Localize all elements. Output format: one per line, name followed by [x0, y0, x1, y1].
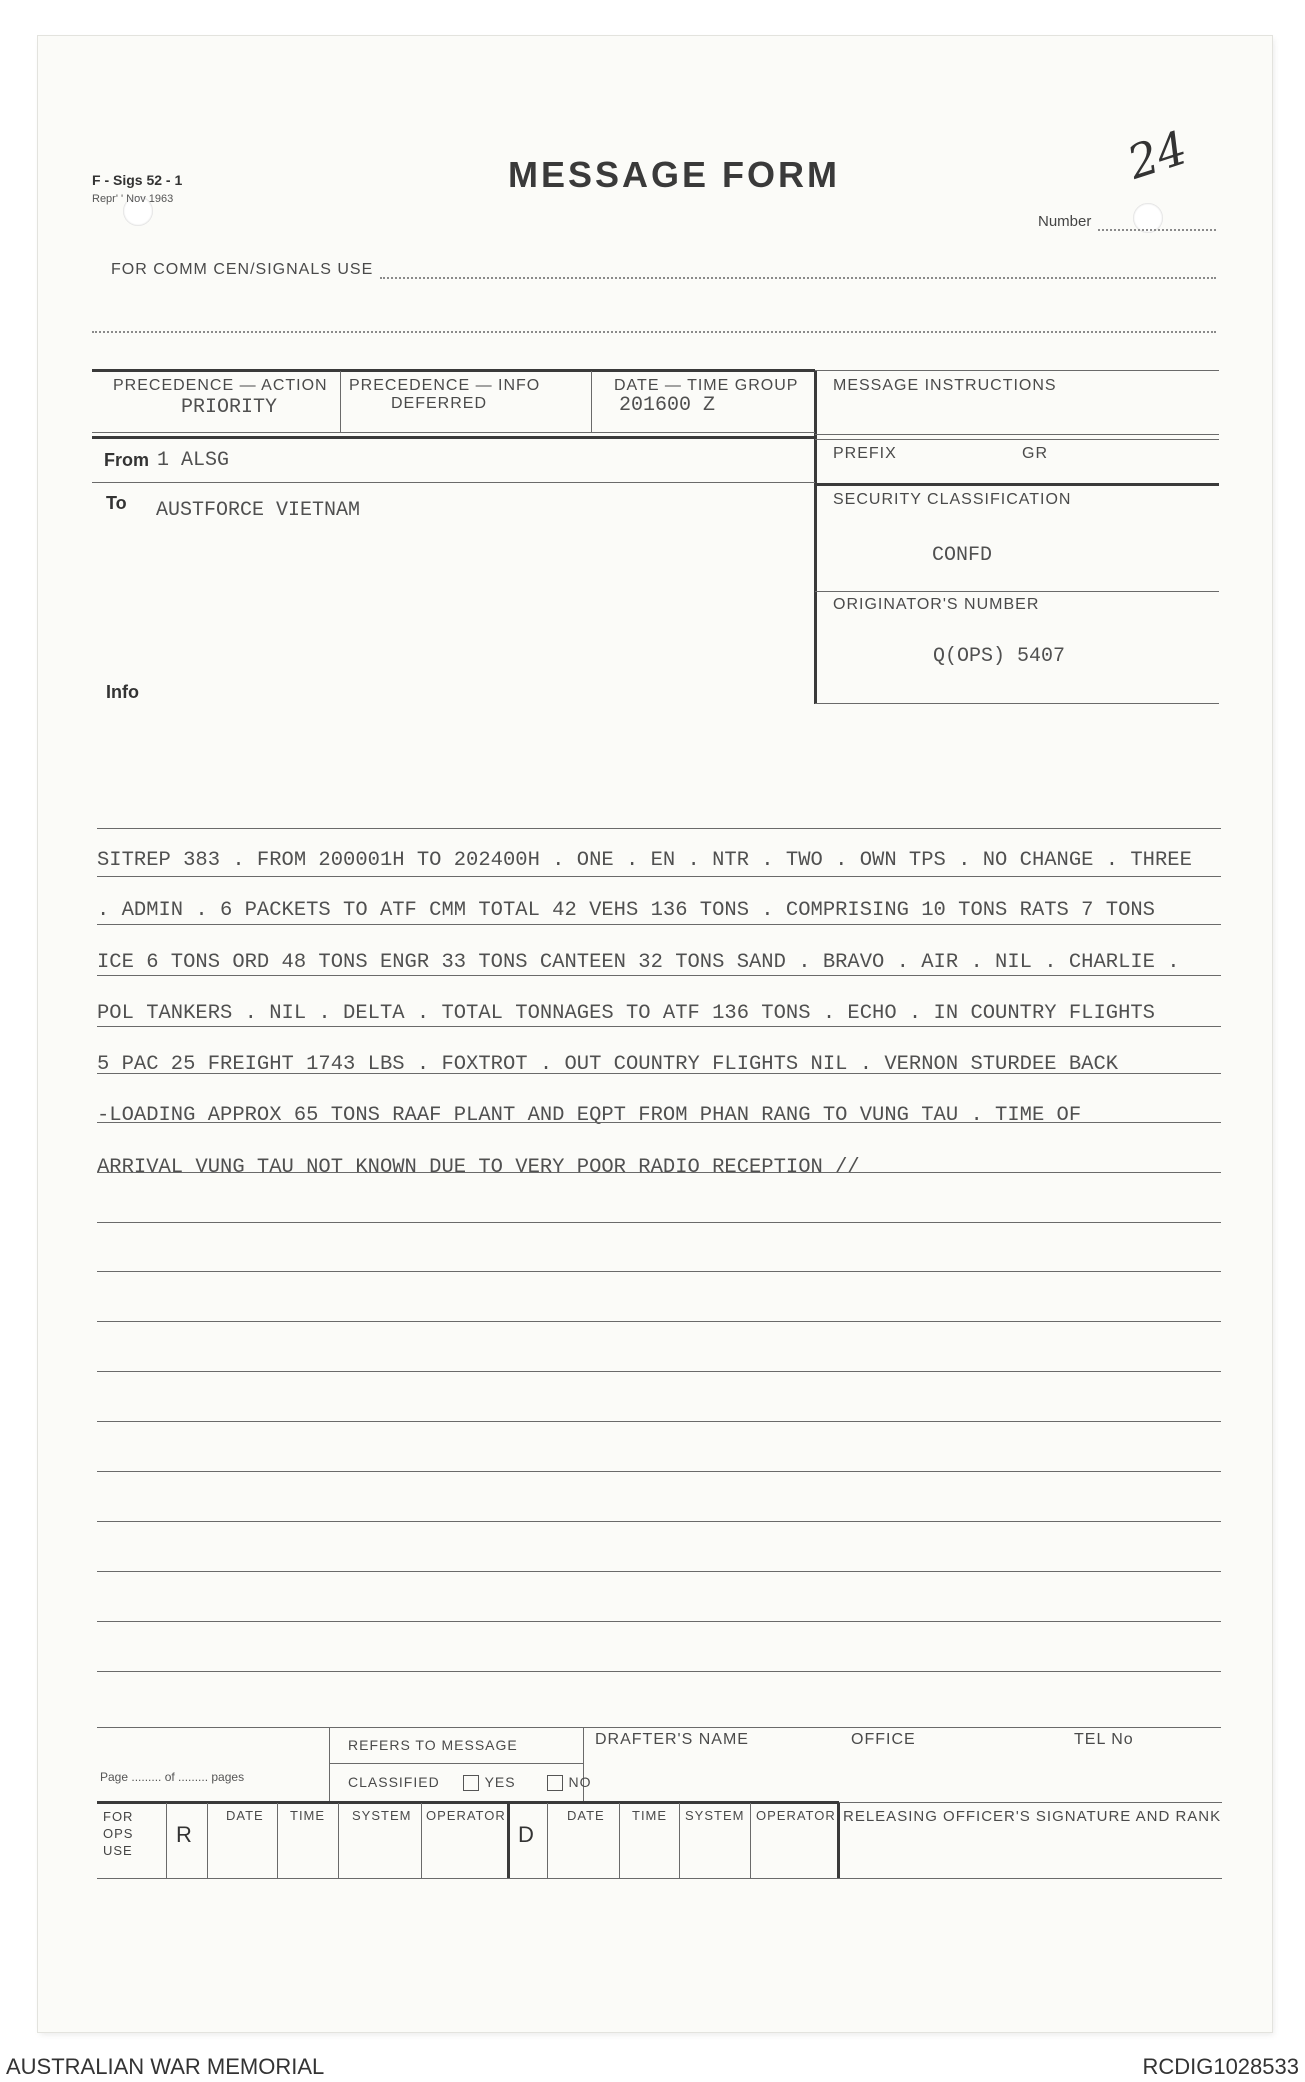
text-rule [97, 1471, 1221, 1472]
rule [591, 371, 592, 432]
date-label: DATE [226, 1808, 264, 1823]
system-label-2: SYSTEM [685, 1808, 745, 1823]
rule [619, 1803, 620, 1878]
message-line: ICE 6 TONS ORD 48 TONS ENGR 33 TONS CANTEEN 32 TONS SAND . BRAVO . AIR . NIL . CHARLIE . [97, 951, 1180, 974]
text-rule [97, 1521, 1221, 1522]
rule [815, 703, 1219, 704]
text-rule [97, 1571, 1221, 1572]
info-label: Info [106, 682, 139, 702]
rule [547, 1803, 548, 1878]
for-ops-use-label: FOR OPS USE [103, 1809, 134, 1858]
time-label-2: TIME [632, 1808, 668, 1823]
classified-row [348, 1774, 592, 1791]
prec-info-label: PRECEDENCE — INFO [349, 377, 541, 394]
rule [815, 591, 1219, 592]
handwritten-number: 24 [1121, 120, 1194, 190]
security-value: CONFD [932, 544, 993, 567]
rule [815, 483, 1219, 486]
rule [338, 1803, 339, 1878]
number-label: Number [1038, 213, 1092, 230]
gr-label: GR [1022, 445, 1048, 462]
rule [329, 1763, 583, 1764]
text-rule [97, 1122, 1221, 1123]
text-rule [97, 1621, 1221, 1622]
rule [97, 1878, 1222, 1879]
originator-value: Q(OPS) 5407 [933, 645, 1066, 668]
prec-info-value: DEFERRED [391, 395, 488, 412]
page-count-text: Page ......... of ......... pages [100, 1770, 245, 1784]
footer-left: AUSTRALIAN WAR MEMORIAL [6, 2054, 325, 2079]
text-rule [97, 1321, 1221, 1322]
comm-cen-line-1 [380, 277, 1216, 279]
dtg-label: DATE — TIME GROUP [614, 377, 799, 394]
prefix-label: PREFIX [833, 445, 897, 462]
rule [92, 436, 815, 439]
r-label: R [176, 1822, 192, 1847]
form-code: F - Sigs 52 - 1 [92, 172, 183, 188]
operator-label: OPERATOR [426, 1808, 506, 1823]
message-line: 5 PAC 25 FREIGHT 1743 LBS . FOXTROT . OUT COUNTRY FLIGHTS NIL . VERNON STURDEE BACK [97, 1053, 1119, 1076]
operator-label-2: OPERATOR [756, 1808, 836, 1823]
prec-action-value: PRIORITY [181, 396, 278, 419]
tel-label: TEL No [1074, 1731, 1134, 1748]
to-label: To [106, 493, 127, 513]
message-line: POL TANKERS . NIL . DELTA . TOTAL TONNAGES TO ATF 136 TONS . ECHO . IN COUNTRY FLIGHTS [97, 1002, 1155, 1025]
comm-cen-line-2 [92, 331, 1216, 333]
message-line: SITREP 383 . FROM 200001H TO 202400H . ONE . EN . NTR . TWO . OWN TPS . NO CHANGE . THREE [97, 849, 1192, 872]
text-rule [97, 876, 1221, 877]
page-title: MESSAGE FORM [508, 154, 841, 195]
office-label: OFFICE [851, 1731, 916, 1748]
rule [166, 1803, 167, 1878]
no-checkbox[interactable] [547, 1775, 563, 1791]
text-rule [97, 1727, 1221, 1728]
d-label: D [518, 1822, 534, 1847]
text-rule [97, 975, 1221, 976]
rule [815, 439, 1219, 440]
rule [815, 434, 1219, 435]
refers-label: REFERS TO MESSAGE [348, 1737, 518, 1753]
text-rule [97, 1073, 1221, 1074]
rule [814, 371, 817, 704]
rule [421, 1803, 422, 1878]
yes-checkbox[interactable] [463, 1775, 479, 1791]
rule [837, 1803, 840, 1878]
rule [97, 1801, 839, 1804]
rule [207, 1803, 208, 1878]
no-label: NO [568, 1774, 592, 1790]
message-line: ARRIVAL VUNG TAU NOT KNOWN DUE TO VERY POOR RADIO RECEPTION // [97, 1156, 860, 1179]
originator-label: ORIGINATOR'S NUMBER [833, 596, 1040, 613]
system-label: SYSTEM [352, 1808, 412, 1823]
rule [679, 1803, 680, 1878]
time-label: TIME [290, 1808, 326, 1823]
footer-right: RCDIG1028533 [1142, 2054, 1299, 2079]
from-value: 1 ALSG [157, 449, 230, 472]
classified-label: CLASSIFIED [348, 1774, 440, 1790]
security-label: SECURITY CLASSIFICATION [833, 491, 1072, 508]
text-rule [97, 1026, 1221, 1027]
prec-action-label: PRECEDENCE — ACTION [113, 377, 328, 394]
rule [750, 1803, 751, 1878]
rule [839, 1802, 1222, 1803]
to-value: AUSTFORCE VIETNAM [156, 499, 361, 522]
rule [277, 1803, 278, 1878]
text-rule [97, 828, 1221, 829]
rule [92, 369, 815, 372]
rule [92, 432, 815, 433]
text-rule [97, 1671, 1221, 1672]
releasing-label: RELEASING OFFICER'S SIGNATURE AND RANK [843, 1808, 1222, 1825]
date-label-2: DATE [567, 1808, 605, 1823]
comm-cen-label: FOR COMM CEN/SIGNALS USE [111, 261, 374, 278]
text-rule [97, 1371, 1221, 1372]
message-line: . ADMIN . 6 PACKETS TO ATF CMM TOTAL 42 VEHS 136 TONS . COMPRISING 10 TONS RATS 7 TONS [97, 899, 1155, 922]
form-reprint: Repr' ' Nov 1963 [92, 193, 174, 205]
rule [507, 1803, 510, 1878]
dtg-value: 201600 Z [619, 394, 716, 417]
rule [329, 1727, 330, 1802]
number-field-line [1098, 229, 1216, 231]
text-rule [97, 1222, 1221, 1223]
text-rule [97, 1421, 1221, 1422]
msg-instructions-label: MESSAGE INSTRUCTIONS [833, 377, 1057, 394]
text-rule [97, 1271, 1221, 1272]
rule [92, 482, 815, 483]
text-rule [97, 1172, 1221, 1173]
yes-label: YES [484, 1774, 516, 1790]
drafter-label: DRAFTER'S NAME [595, 1731, 749, 1748]
text-rule [97, 924, 1221, 925]
rule [815, 370, 1219, 371]
message-line: -LOADING APPROX 65 TONS RAAF PLANT AND EQPT FROM PHAN RANG TO VUNG TAU . TIME OF [97, 1104, 1082, 1127]
from-label: From [104, 450, 149, 470]
rule [340, 371, 341, 432]
